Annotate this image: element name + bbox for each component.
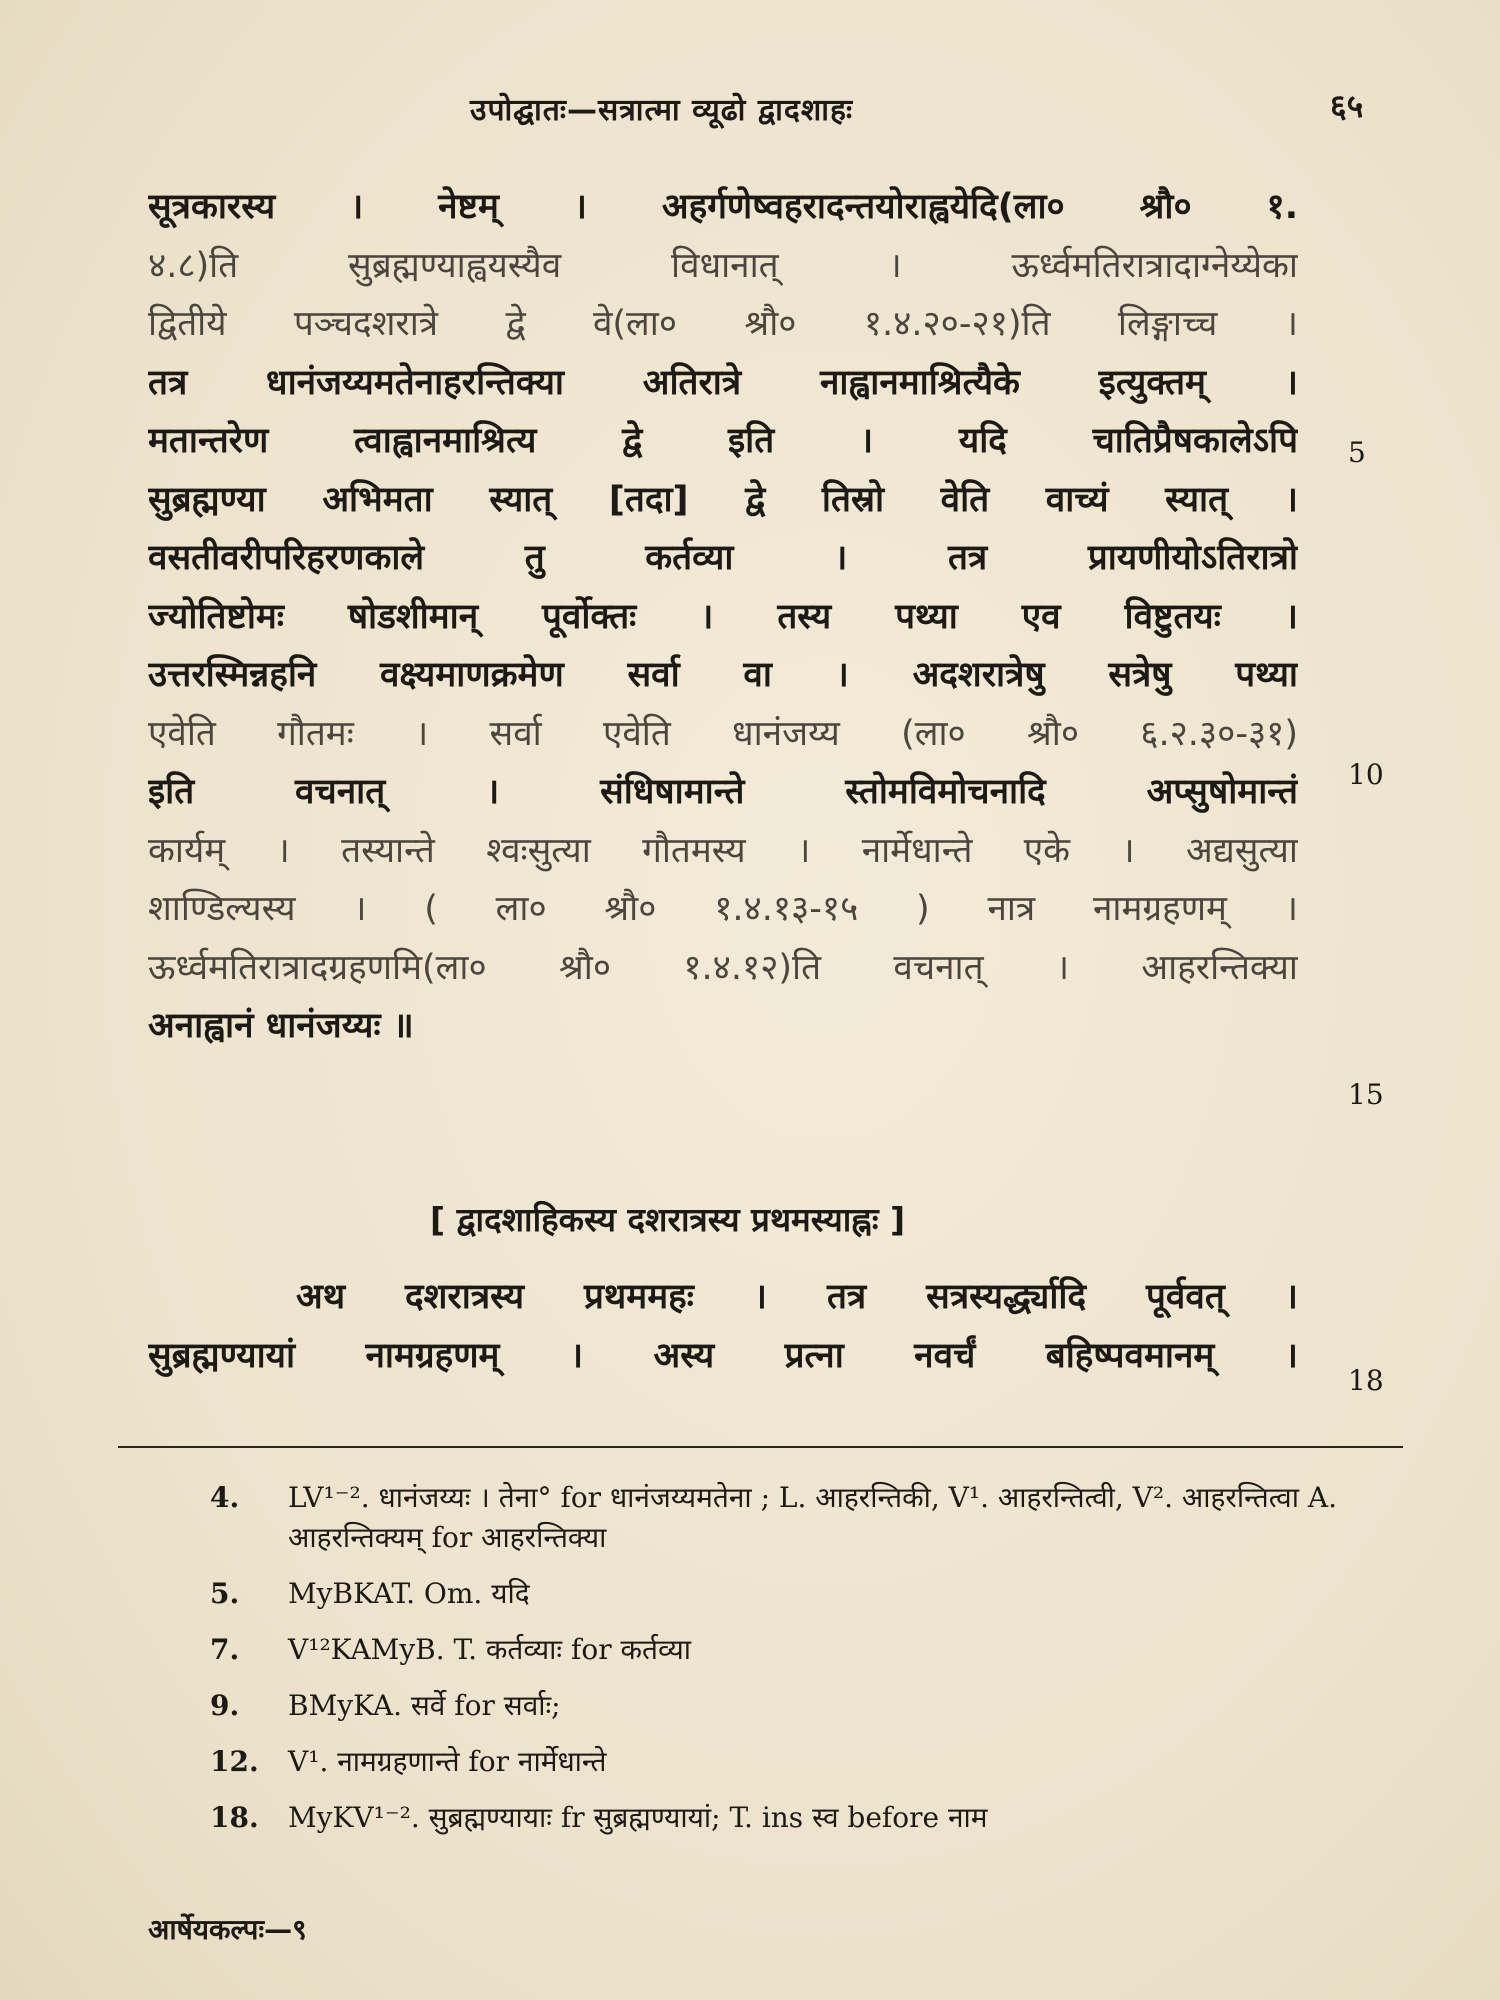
section-heading: [ द्वादशाहिकस्य दशरात्रस्य प्रथमस्याह्नः ] <box>430 1200 906 1239</box>
text-line: एवेति गौतमः । सर्वा एवेति धानंजय्य (ला० श्रौ० ६.२.३०-३१) <box>148 713 1298 754</box>
footnote <box>210 1742 1410 1782</box>
text-line: मतान्तरेण त्वाह्वानमाश्रित्य द्वे इति । यदि चातिप्रैषकालेऽपि <box>148 421 1298 461</box>
text-line: अनाह्वानं धानंजय्यः ॥ <box>148 1006 414 1046</box>
section-text <box>148 1268 1298 1385</box>
line-number-marker: 18 <box>1348 1364 1384 1397</box>
line-number-marker: 15 <box>1348 1078 1384 1111</box>
footnote <box>210 1574 1410 1614</box>
text-line: सुब्रह्मण्यायां नामग्रहणम् । अस्य प्रत्ना नवर्चं बहिष्पवमानम् । <box>148 1335 1298 1376</box>
footnote <box>210 1478 1410 1558</box>
page-number: ६५ <box>1330 87 1364 125</box>
footnote-divider <box>118 1446 1403 1448</box>
footnote-text: V¹²KAMyB. T. कर्तव्याः for कर्तव्या <box>288 1633 692 1666</box>
text-line: अथ दशरात्रस्य प्रथममहः । तत्र सत्रस्यर्द्ध्यादि पूर्ववत् । <box>296 1277 1298 1317</box>
signature-mark: आर्षेयकल्पः—९ <box>148 1913 307 1946</box>
footnote <box>210 1686 1410 1726</box>
footnote-text: V¹. नामग्रहणान्ते for नार्मेधान्ते <box>288 1745 607 1778</box>
footnote <box>210 1798 1410 1838</box>
text-line: कार्यम् । तस्यान्ते श्वःसुत्या गौतमस्य । नार्मेधान्ते एके । अद्यसुत्या <box>148 830 1298 871</box>
text-line: ४.८)ति सुब्रह्मण्याह्वयस्यैव विधानात् । ऊर्ध्वमतिरात्रादाग्नेय्येका <box>148 245 1298 286</box>
footnote-number: 18. <box>210 1801 259 1834</box>
text-line: उत्तरस्मिन्नहनि वक्ष्यमाणक्रमेण सर्वा वा । अदशरात्रेषु सत्रेषु पथ्या <box>148 655 1298 695</box>
text-line: तत्र धानंजय्यमतेनाहरन्तिक्या अतिरात्रे नाह्वानमाश्रित्यैके इत्युक्तम् । <box>148 362 1298 403</box>
line-number-marker: 10 <box>1348 758 1384 791</box>
line-number-marker: 5 <box>1348 436 1366 469</box>
footnote-number: 9. <box>210 1689 240 1722</box>
footnote <box>210 1630 1410 1670</box>
footnote-number: 12. <box>210 1745 259 1778</box>
footnote-number: 7. <box>210 1633 240 1666</box>
text-line: द्वितीये पञ्चदशरात्रे द्वे वे(ला० श्रौ० १.४.२०-२१)ति लिङ्गाच्च । <box>148 304 1298 344</box>
footnote-number: 4. <box>210 1481 240 1514</box>
text-line: इति वचनात् । संधिषामान्ते स्तोमविमोचनादि अप्सुषोमान्तं <box>148 772 1298 812</box>
footnote-text: LV¹⁻². धानंजय्यः । तेना° for धानंजय्यमतेना ; L. आहरन्तिकी, V¹. आहरन्तित्वी, V². आहरन्तित्वा A. आहरन्तिक्यम् for आहरन्तिक्या <box>288 1481 1337 1554</box>
footnote-number: 5. <box>210 1577 240 1610</box>
text-line: शाण्डिल्यस्य । ( ला० श्रौ० १.४.१३-१५ ) नात्र नामग्रहणम् । <box>148 889 1298 929</box>
text-line: वसतीवरीपरिहरणकाले तु कर्तव्या । तत्र प्रायणीयोऽतिरात्रो <box>148 538 1298 578</box>
running-header: उपोद्घातः—सत्रात्मा व्यूढो द्वादशाहः <box>470 93 854 128</box>
footnote-text: BMyKA. सर्वे for सर्वाः; <box>288 1689 561 1722</box>
text-line: ऊर्ध्वमतिरात्रादग्रहणमि(ला० श्रौ० १.४.१२)ति वचनात् । आहरन्तिक्या <box>148 947 1298 988</box>
text-line: सुब्रह्मण्या अभिमता स्यात् [तदा] द्वे तिस्रो वेति वाच्यं स्यात् । <box>148 479 1298 520</box>
footnotes <box>210 1478 1410 1854</box>
text-line: सूत्रकारस्य । नेष्टम् । अहर्गणेष्वहरादन्तयोराह्वयेदि(ला० श्रौ० १. <box>148 187 1298 227</box>
main-text <box>148 178 1298 1056</box>
footnote-text: MyBKAT. Om. यदि <box>288 1577 530 1610</box>
footnote-text: MyKV¹⁻². सुब्रह्मण्यायाः fr सुब्रह्मण्यायां; T. ins स्व before नाम <box>288 1801 988 1834</box>
text-line: ज्योतिष्टोमः षोडशीमान् पूर्वोक्तः । तस्य पथ्या एव विष्टुतयः । <box>148 596 1298 637</box>
